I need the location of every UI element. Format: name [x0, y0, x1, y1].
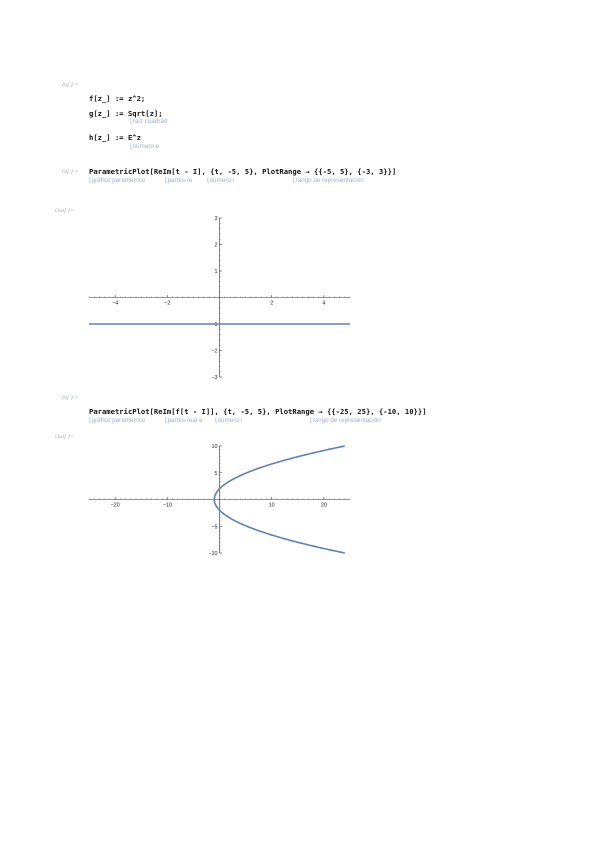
in-label: In[ ]:=	[62, 82, 79, 88]
y-tick-label: 2	[214, 242, 218, 249]
y-tick-label: −10	[208, 551, 218, 557]
hint-text: gráfico paramétrico	[91, 417, 146, 424]
hint-text: número i	[209, 177, 234, 184]
y-tick-label: −2	[211, 348, 218, 355]
plot2-hint-2: ⌊número i	[215, 417, 242, 424]
hint-text: rango de representación	[295, 177, 364, 184]
plot1-input-code[interactable]: ParametricPlot[ReIm[t - I], {t, -5, 5}, PlotRange → {{-5, 5}, {-3, 3}}]	[89, 167, 397, 176]
y-tick-label: 3	[214, 216, 218, 222]
x-tick-label: 10	[268, 502, 275, 509]
y-tick-label: 10	[211, 444, 218, 450]
plot2-hint-3: ⌊rango de representación	[310, 417, 381, 424]
plot2-hint-0: ⌊gráfico paramétrico	[89, 417, 146, 424]
y-tick-label: −3	[211, 375, 218, 381]
define-g-code[interactable]: g[z_] := Sqrt[z];	[89, 109, 163, 118]
in-label: In[ ]:=	[62, 395, 79, 401]
define-h-code[interactable]: h[z_] := E^z	[89, 133, 141, 142]
define-f-code[interactable]: f[z_] := z^2;	[89, 94, 146, 103]
sqrt-hint: ⌊raíz cuadrad	[130, 118, 168, 125]
hint-text: número i	[217, 417, 242, 424]
in-label: In[ ]:=	[62, 169, 79, 175]
y-tick-label: −5	[211, 524, 218, 531]
plot2-input-code[interactable]: ParametricPlot[ReIm[f[t - I]], {t, -5, 5}, PlotRange → {{-25, 25}, {-10, 10}}]	[89, 407, 427, 416]
hint-text: gráfico paramétrico	[91, 177, 146, 184]
y-tick-label: 1	[214, 269, 218, 275]
x-tick-label: 4	[322, 300, 326, 307]
plot2-hint-1: ⌊partes real e	[165, 417, 203, 424]
x-tick-label: −10	[162, 502, 172, 509]
y-tick-label: −1	[211, 322, 218, 328]
hint-text: partes real e	[167, 417, 203, 424]
exp-hint: ⌊número e	[130, 143, 160, 150]
out-label: Out[ ]=	[55, 208, 75, 214]
hint-text: rango de representación	[312, 417, 381, 424]
x-tick-label: −2	[164, 300, 171, 307]
x-tick-label: 20	[320, 502, 327, 509]
exp-hint-text: número e	[132, 143, 160, 150]
x-tick-label: 2	[270, 300, 274, 307]
plot1-hint-2: ⌊número i	[207, 177, 234, 184]
out-label: Out[ ]=	[55, 434, 75, 440]
y-tick-label: 5	[214, 470, 218, 477]
sqrt-hint-text: raíz cuadrad	[132, 118, 168, 125]
hint-text: partes re	[167, 177, 193, 184]
plot1-hint-3: ⌊rango de representación	[293, 177, 364, 184]
x-tick-label: −20	[110, 502, 120, 509]
plot1-hint-1: ⌊partes re	[165, 177, 193, 184]
plot1-hint-0: ⌊gráfico paramétrico	[89, 177, 146, 184]
x-tick-label: −4	[112, 300, 119, 307]
